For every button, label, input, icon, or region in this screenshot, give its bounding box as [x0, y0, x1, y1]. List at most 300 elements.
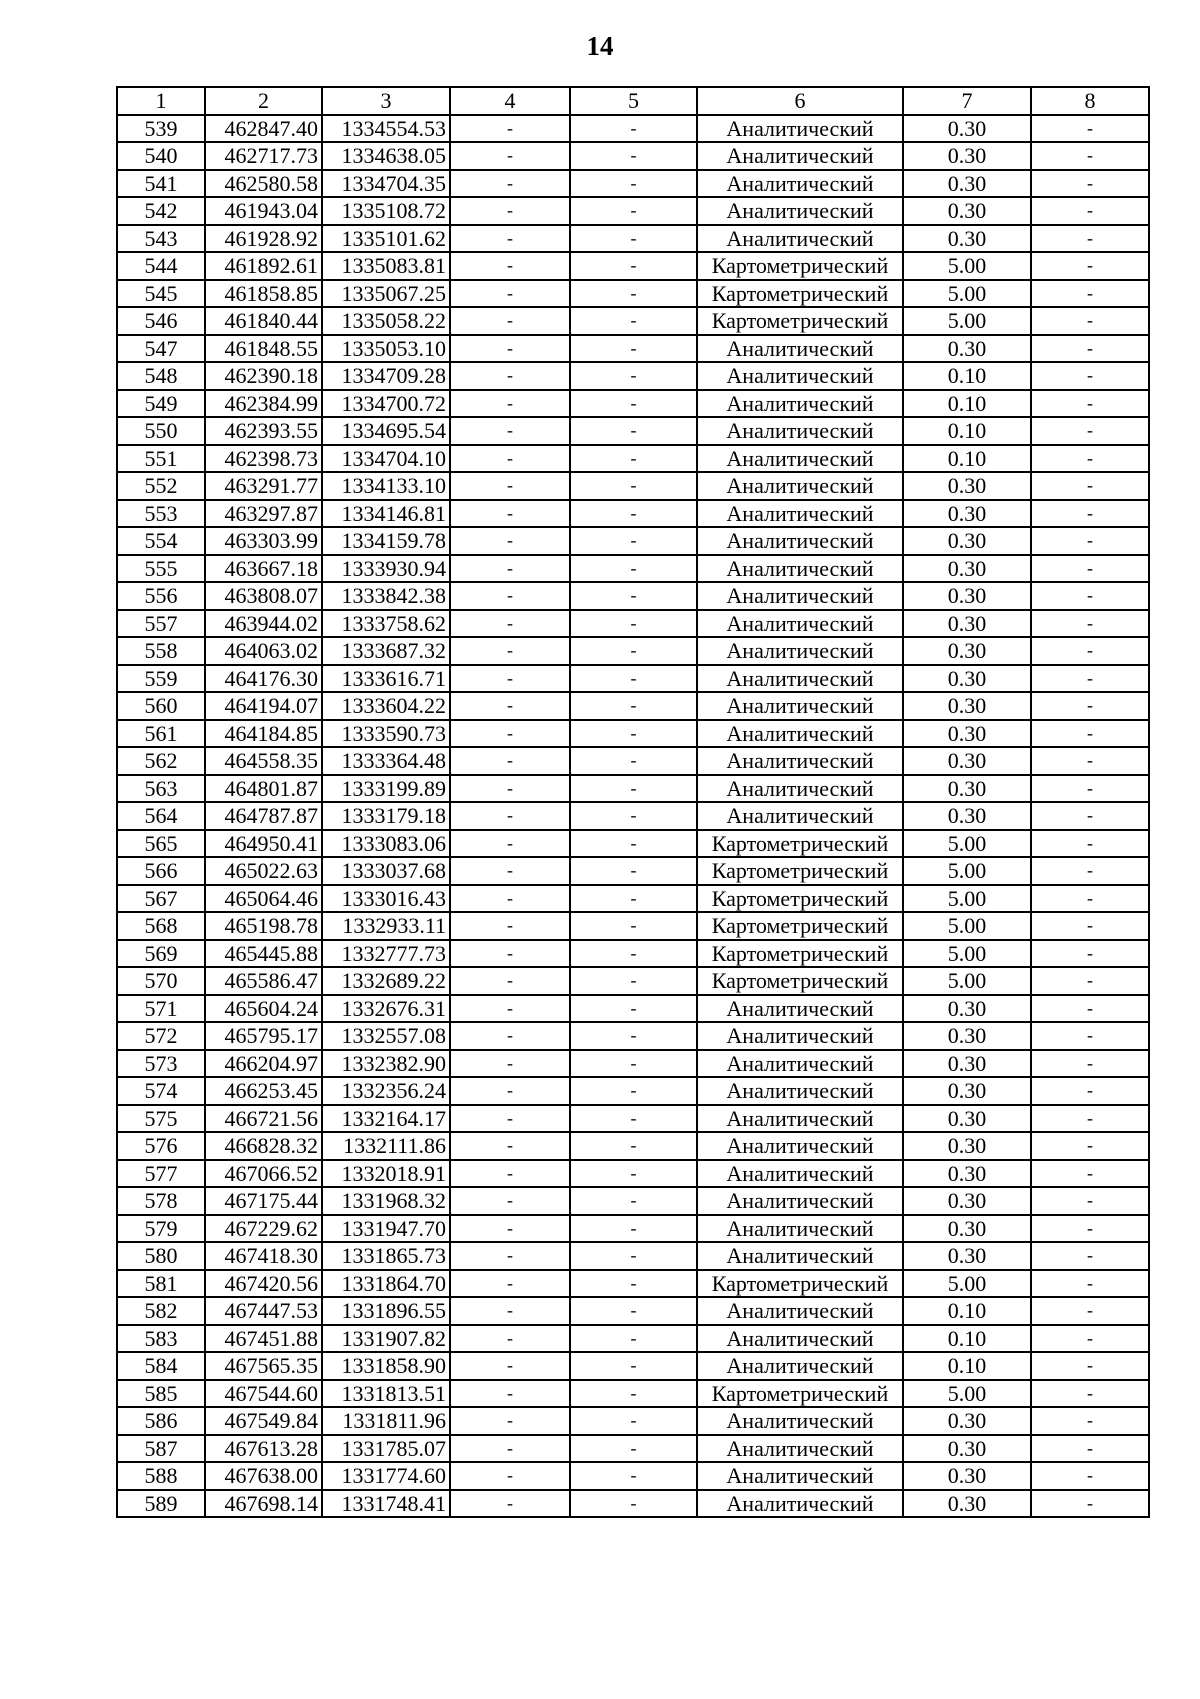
point-number-cell: 550 — [117, 417, 205, 445]
column-5-cell: - — [570, 912, 697, 940]
column-8-cell: - — [1031, 1050, 1149, 1078]
accuracy-cell: 0.30 — [903, 637, 1031, 665]
table-row — [117, 472, 1149, 500]
column-header: 1 — [117, 87, 205, 115]
x-coordinate-cell: 464176.30 — [205, 665, 322, 693]
table-row — [117, 995, 1149, 1023]
column-5-cell: - — [570, 1022, 697, 1050]
method-cell: Аналитический — [697, 1407, 903, 1435]
column-8-cell: - — [1031, 417, 1149, 445]
column-4-cell: - — [450, 1105, 570, 1133]
column-8-cell: - — [1031, 1297, 1149, 1325]
table-row — [117, 1132, 1149, 1160]
x-coordinate-cell: 467613.28 — [205, 1435, 322, 1463]
column-8-cell: - — [1031, 1187, 1149, 1215]
accuracy-cell: 0.30 — [903, 500, 1031, 528]
method-cell: Аналитический — [697, 1160, 903, 1188]
column-5-cell: - — [570, 1160, 697, 1188]
y-coordinate-cell: 1331858.90 — [322, 1352, 450, 1380]
y-coordinate-cell: 1332557.08 — [322, 1022, 450, 1050]
column-4-cell: - — [450, 802, 570, 830]
point-number-cell: 574 — [117, 1077, 205, 1105]
method-cell: Аналитический — [697, 1297, 903, 1325]
column-5-cell: - — [570, 1435, 697, 1463]
accuracy-cell: 0.30 — [903, 142, 1031, 170]
x-coordinate-cell: 462390.18 — [205, 362, 322, 390]
table-row — [117, 747, 1149, 775]
accuracy-cell: 0.30 — [903, 1490, 1031, 1518]
column-8-cell: - — [1031, 500, 1149, 528]
method-cell: Аналитический — [697, 390, 903, 418]
method-cell: Картометрический — [697, 1270, 903, 1298]
y-coordinate-cell: 1333842.38 — [322, 582, 450, 610]
point-number-cell: 562 — [117, 747, 205, 775]
y-coordinate-cell: 1335058.22 — [322, 307, 450, 335]
point-number-cell: 556 — [117, 582, 205, 610]
column-5-cell: - — [570, 830, 697, 858]
x-coordinate-cell: 461858.85 — [205, 280, 322, 308]
column-5-cell: - — [570, 637, 697, 665]
table-row — [117, 1215, 1149, 1243]
x-coordinate-cell: 466204.97 — [205, 1050, 322, 1078]
y-coordinate-cell: 1333364.48 — [322, 747, 450, 775]
table-row — [117, 1435, 1149, 1463]
accuracy-cell: 0.30 — [903, 1160, 1031, 1188]
accuracy-cell: 0.30 — [903, 115, 1031, 143]
x-coordinate-cell: 461943.04 — [205, 197, 322, 225]
x-coordinate-cell: 466253.45 — [205, 1077, 322, 1105]
y-coordinate-cell: 1333037.68 — [322, 857, 450, 885]
column-5-cell: - — [570, 747, 697, 775]
x-coordinate-cell: 464787.87 — [205, 802, 322, 830]
table-body — [117, 115, 1149, 1518]
point-number-cell: 548 — [117, 362, 205, 390]
table-row — [117, 115, 1149, 143]
column-4-cell: - — [450, 1242, 570, 1270]
column-8-cell: - — [1031, 280, 1149, 308]
y-coordinate-cell: 1332777.73 — [322, 940, 450, 968]
column-header: 3 — [322, 87, 450, 115]
table-row — [117, 967, 1149, 995]
y-coordinate-cell: 1332382.90 — [322, 1050, 450, 1078]
x-coordinate-cell: 463297.87 — [205, 500, 322, 528]
column-5-cell: - — [570, 1270, 697, 1298]
column-5-cell: - — [570, 1407, 697, 1435]
column-8-cell: - — [1031, 1105, 1149, 1133]
point-number-cell: 585 — [117, 1380, 205, 1408]
table-row — [117, 1187, 1149, 1215]
accuracy-cell: 5.00 — [903, 830, 1031, 858]
accuracy-cell: 0.10 — [903, 362, 1031, 390]
y-coordinate-cell: 1331785.07 — [322, 1435, 450, 1463]
method-cell: Аналитический — [697, 1077, 903, 1105]
point-number-cell: 568 — [117, 912, 205, 940]
column-8-cell: - — [1031, 142, 1149, 170]
point-number-cell: 567 — [117, 885, 205, 913]
accuracy-cell: 5.00 — [903, 885, 1031, 913]
method-cell: Аналитический — [697, 1490, 903, 1518]
accuracy-cell: 0.30 — [903, 225, 1031, 253]
column-5-cell: - — [570, 1105, 697, 1133]
accuracy-cell: 5.00 — [903, 912, 1031, 940]
table-row — [117, 170, 1149, 198]
point-number-cell: 552 — [117, 472, 205, 500]
column-8-cell: - — [1031, 802, 1149, 830]
point-number-cell: 539 — [117, 115, 205, 143]
method-cell: Аналитический — [697, 802, 903, 830]
column-5-cell: - — [570, 335, 697, 363]
y-coordinate-cell: 1333930.94 — [322, 555, 450, 583]
column-8-cell: - — [1031, 527, 1149, 555]
point-number-cell: 554 — [117, 527, 205, 555]
method-cell: Картометрический — [697, 857, 903, 885]
point-number-cell: 584 — [117, 1352, 205, 1380]
y-coordinate-cell: 1331748.41 — [322, 1490, 450, 1518]
column-8-cell: - — [1031, 1077, 1149, 1105]
column-8-cell: - — [1031, 885, 1149, 913]
accuracy-cell: 0.30 — [903, 1022, 1031, 1050]
method-cell: Картометрический — [697, 307, 903, 335]
y-coordinate-cell: 1332676.31 — [322, 995, 450, 1023]
accuracy-cell: 0.30 — [903, 1132, 1031, 1160]
y-coordinate-cell: 1334704.10 — [322, 445, 450, 473]
x-coordinate-cell: 467549.84 — [205, 1407, 322, 1435]
method-cell: Аналитический — [697, 747, 903, 775]
y-coordinate-cell: 1334159.78 — [322, 527, 450, 555]
method-cell: Аналитический — [697, 610, 903, 638]
point-number-cell: 579 — [117, 1215, 205, 1243]
point-number-cell: 549 — [117, 390, 205, 418]
column-8-cell: - — [1031, 362, 1149, 390]
y-coordinate-cell: 1333179.18 — [322, 802, 450, 830]
x-coordinate-cell: 462847.40 — [205, 115, 322, 143]
x-coordinate-cell: 465604.24 — [205, 995, 322, 1023]
table-row — [117, 665, 1149, 693]
method-cell: Картометрический — [697, 967, 903, 995]
column-8-cell: - — [1031, 307, 1149, 335]
point-number-cell: 571 — [117, 995, 205, 1023]
point-number-cell: 578 — [117, 1187, 205, 1215]
column-8-cell: - — [1031, 830, 1149, 858]
table-row — [117, 857, 1149, 885]
accuracy-cell: 0.30 — [903, 995, 1031, 1023]
x-coordinate-cell: 464801.87 — [205, 775, 322, 803]
point-number-cell: 575 — [117, 1105, 205, 1133]
y-coordinate-cell: 1334700.72 — [322, 390, 450, 418]
point-number-cell: 560 — [117, 692, 205, 720]
x-coordinate-cell: 462393.55 — [205, 417, 322, 445]
x-coordinate-cell: 464558.35 — [205, 747, 322, 775]
table-row — [117, 335, 1149, 363]
table-row — [117, 637, 1149, 665]
column-5-cell: - — [570, 1297, 697, 1325]
method-cell: Аналитический — [697, 527, 903, 555]
point-number-cell: 581 — [117, 1270, 205, 1298]
column-8-cell: - — [1031, 170, 1149, 198]
column-4-cell: - — [450, 280, 570, 308]
accuracy-cell: 0.10 — [903, 417, 1031, 445]
point-number-cell: 546 — [117, 307, 205, 335]
method-cell: Аналитический — [697, 197, 903, 225]
method-cell: Аналитический — [697, 1462, 903, 1490]
method-cell: Аналитический — [697, 995, 903, 1023]
x-coordinate-cell: 462384.99 — [205, 390, 322, 418]
accuracy-cell: 5.00 — [903, 1270, 1031, 1298]
x-coordinate-cell: 463808.07 — [205, 582, 322, 610]
column-8-cell: - — [1031, 1242, 1149, 1270]
y-coordinate-cell: 1331968.32 — [322, 1187, 450, 1215]
method-cell: Аналитический — [697, 335, 903, 363]
y-coordinate-cell: 1331864.70 — [322, 1270, 450, 1298]
table-row — [117, 1105, 1149, 1133]
column-5-cell: - — [570, 1215, 697, 1243]
method-cell: Аналитический — [697, 417, 903, 445]
table-row — [117, 1325, 1149, 1353]
method-cell: Аналитический — [697, 582, 903, 610]
x-coordinate-cell: 465795.17 — [205, 1022, 322, 1050]
column-5-cell: - — [570, 1490, 697, 1518]
point-number-cell: 569 — [117, 940, 205, 968]
column-5-cell: - — [570, 555, 697, 583]
table-row — [117, 417, 1149, 445]
accuracy-cell: 0.30 — [903, 1077, 1031, 1105]
column-header: 6 — [697, 87, 903, 115]
accuracy-cell: 0.10 — [903, 1297, 1031, 1325]
y-coordinate-cell: 1333687.32 — [322, 637, 450, 665]
table-row — [117, 1490, 1149, 1518]
column-4-cell: - — [450, 1077, 570, 1105]
x-coordinate-cell: 465022.63 — [205, 857, 322, 885]
column-4-cell: - — [450, 500, 570, 528]
accuracy-cell: 0.30 — [903, 775, 1031, 803]
column-8-cell: - — [1031, 197, 1149, 225]
column-5-cell: - — [570, 417, 697, 445]
table-row — [117, 1270, 1149, 1298]
accuracy-cell: 0.30 — [903, 1215, 1031, 1243]
column-4-cell: - — [450, 1187, 570, 1215]
accuracy-cell: 0.30 — [903, 335, 1031, 363]
point-number-cell: 563 — [117, 775, 205, 803]
column-8-cell: - — [1031, 1380, 1149, 1408]
column-8-cell: - — [1031, 720, 1149, 748]
method-cell: Аналитический — [697, 555, 903, 583]
method-cell: Аналитический — [697, 692, 903, 720]
x-coordinate-cell: 467447.53 — [205, 1297, 322, 1325]
table-row — [117, 527, 1149, 555]
table-row — [117, 1242, 1149, 1270]
column-8-cell: - — [1031, 775, 1149, 803]
column-4-cell: - — [450, 390, 570, 418]
column-4-cell: - — [450, 527, 570, 555]
accuracy-cell: 0.10 — [903, 1325, 1031, 1353]
method-cell: Аналитический — [697, 775, 903, 803]
table-row — [117, 802, 1149, 830]
method-cell: Аналитический — [697, 142, 903, 170]
column-4-cell: - — [450, 115, 570, 143]
column-4-cell: - — [450, 1462, 570, 1490]
y-coordinate-cell: 1333604.22 — [322, 692, 450, 720]
column-8-cell: - — [1031, 1160, 1149, 1188]
table-row — [117, 1050, 1149, 1078]
accuracy-cell: 5.00 — [903, 307, 1031, 335]
column-4-cell: - — [450, 665, 570, 693]
point-number-cell: 559 — [117, 665, 205, 693]
x-coordinate-cell: 462580.58 — [205, 170, 322, 198]
accuracy-cell: 0.30 — [903, 665, 1031, 693]
method-cell: Аналитический — [697, 665, 903, 693]
y-coordinate-cell: 1331865.73 — [322, 1242, 450, 1270]
point-number-cell: 545 — [117, 280, 205, 308]
x-coordinate-cell: 467420.56 — [205, 1270, 322, 1298]
column-8-cell: - — [1031, 940, 1149, 968]
table-row — [117, 1352, 1149, 1380]
x-coordinate-cell: 465445.88 — [205, 940, 322, 968]
table-row — [117, 1160, 1149, 1188]
column-5-cell: - — [570, 197, 697, 225]
y-coordinate-cell: 1335067.25 — [322, 280, 450, 308]
column-5-cell: - — [570, 857, 697, 885]
method-cell: Аналитический — [697, 1105, 903, 1133]
page-number: 14 — [586, 31, 614, 61]
method-cell: Картометрический — [697, 885, 903, 913]
column-8-cell: - — [1031, 472, 1149, 500]
table-row — [117, 390, 1149, 418]
accuracy-cell: 0.10 — [903, 390, 1031, 418]
column-5-cell: - — [570, 115, 697, 143]
column-4-cell: - — [450, 940, 570, 968]
column-8-cell: - — [1031, 912, 1149, 940]
method-cell: Аналитический — [697, 115, 903, 143]
method-cell: Аналитический — [697, 445, 903, 473]
x-coordinate-cell: 467565.35 — [205, 1352, 322, 1380]
column-5-cell: - — [570, 1462, 697, 1490]
y-coordinate-cell: 1333199.89 — [322, 775, 450, 803]
method-cell: Аналитический — [697, 1132, 903, 1160]
column-8-cell: - — [1031, 252, 1149, 280]
accuracy-cell: 0.30 — [903, 692, 1031, 720]
y-coordinate-cell: 1334554.53 — [322, 115, 450, 143]
column-5-cell: - — [570, 1242, 697, 1270]
table-row — [117, 692, 1149, 720]
column-8-cell: - — [1031, 637, 1149, 665]
point-number-cell: 573 — [117, 1050, 205, 1078]
point-number-cell: 541 — [117, 170, 205, 198]
y-coordinate-cell: 1332111.86 — [322, 1132, 450, 1160]
table-row — [117, 885, 1149, 913]
method-cell: Картометрический — [697, 830, 903, 858]
method-cell: Картометрический — [697, 252, 903, 280]
column-4-cell: - — [450, 445, 570, 473]
column-8-cell: - — [1031, 610, 1149, 638]
method-cell: Картометрический — [697, 912, 903, 940]
point-number-cell: 586 — [117, 1407, 205, 1435]
column-4-cell: - — [450, 142, 570, 170]
column-5-cell: - — [570, 775, 697, 803]
column-4-cell: - — [450, 912, 570, 940]
column-8-cell: - — [1031, 692, 1149, 720]
method-cell: Аналитический — [697, 1022, 903, 1050]
column-5-cell: - — [570, 225, 697, 253]
table-row — [117, 280, 1149, 308]
method-cell: Аналитический — [697, 1187, 903, 1215]
method-cell: Аналитический — [697, 637, 903, 665]
point-number-cell: 587 — [117, 1435, 205, 1463]
table-header-row — [117, 87, 1149, 115]
table-row — [117, 500, 1149, 528]
accuracy-cell: 0.10 — [903, 1352, 1031, 1380]
x-coordinate-cell: 461848.55 — [205, 335, 322, 363]
column-5-cell: - — [570, 527, 697, 555]
y-coordinate-cell: 1331947.70 — [322, 1215, 450, 1243]
y-coordinate-cell: 1332018.91 — [322, 1160, 450, 1188]
y-coordinate-cell: 1331907.82 — [322, 1325, 450, 1353]
coordinates-table — [116, 86, 1150, 1518]
column-5-cell: - — [570, 390, 697, 418]
column-5-cell: - — [570, 472, 697, 500]
column-4-cell: - — [450, 857, 570, 885]
column-5-cell: - — [570, 500, 697, 528]
y-coordinate-cell: 1331774.60 — [322, 1462, 450, 1490]
column-5-cell: - — [570, 665, 697, 693]
point-number-cell: 542 — [117, 197, 205, 225]
column-4-cell: - — [450, 1270, 570, 1298]
column-8-cell: - — [1031, 665, 1149, 693]
table-row — [117, 1077, 1149, 1105]
method-cell: Аналитический — [697, 1242, 903, 1270]
accuracy-cell: 0.30 — [903, 1187, 1031, 1215]
column-4-cell: - — [450, 637, 570, 665]
column-4-cell: - — [450, 472, 570, 500]
point-number-cell: 558 — [117, 637, 205, 665]
accuracy-cell: 0.30 — [903, 1407, 1031, 1435]
table-row — [117, 362, 1149, 390]
y-coordinate-cell: 1334638.05 — [322, 142, 450, 170]
column-5-cell: - — [570, 1352, 697, 1380]
method-cell: Аналитический — [697, 1325, 903, 1353]
point-number-cell: 557 — [117, 610, 205, 638]
column-4-cell: - — [450, 1297, 570, 1325]
column-8-cell: - — [1031, 995, 1149, 1023]
column-8-cell: - — [1031, 115, 1149, 143]
column-header: 2 — [205, 87, 322, 115]
column-4-cell: - — [450, 1325, 570, 1353]
x-coordinate-cell: 464950.41 — [205, 830, 322, 858]
column-5-cell: - — [570, 280, 697, 308]
accuracy-cell: 0.30 — [903, 802, 1031, 830]
table-row — [117, 912, 1149, 940]
method-cell: Картометрический — [697, 280, 903, 308]
y-coordinate-cell: 1334146.81 — [322, 500, 450, 528]
x-coordinate-cell: 461892.61 — [205, 252, 322, 280]
y-coordinate-cell: 1335101.62 — [322, 225, 450, 253]
point-number-cell: 540 — [117, 142, 205, 170]
point-number-cell: 543 — [117, 225, 205, 253]
table-row — [117, 582, 1149, 610]
column-4-cell: - — [450, 1022, 570, 1050]
column-4-cell: - — [450, 720, 570, 748]
column-5-cell: - — [570, 307, 697, 335]
column-5-cell: - — [570, 1077, 697, 1105]
column-8-cell: - — [1031, 1132, 1149, 1160]
accuracy-cell: 5.00 — [903, 967, 1031, 995]
x-coordinate-cell: 462398.73 — [205, 445, 322, 473]
accuracy-cell: 0.30 — [903, 472, 1031, 500]
column-4-cell: - — [450, 252, 570, 280]
table-row — [117, 555, 1149, 583]
method-cell: Аналитический — [697, 720, 903, 748]
column-4-cell: - — [450, 1352, 570, 1380]
column-5-cell: - — [570, 1325, 697, 1353]
